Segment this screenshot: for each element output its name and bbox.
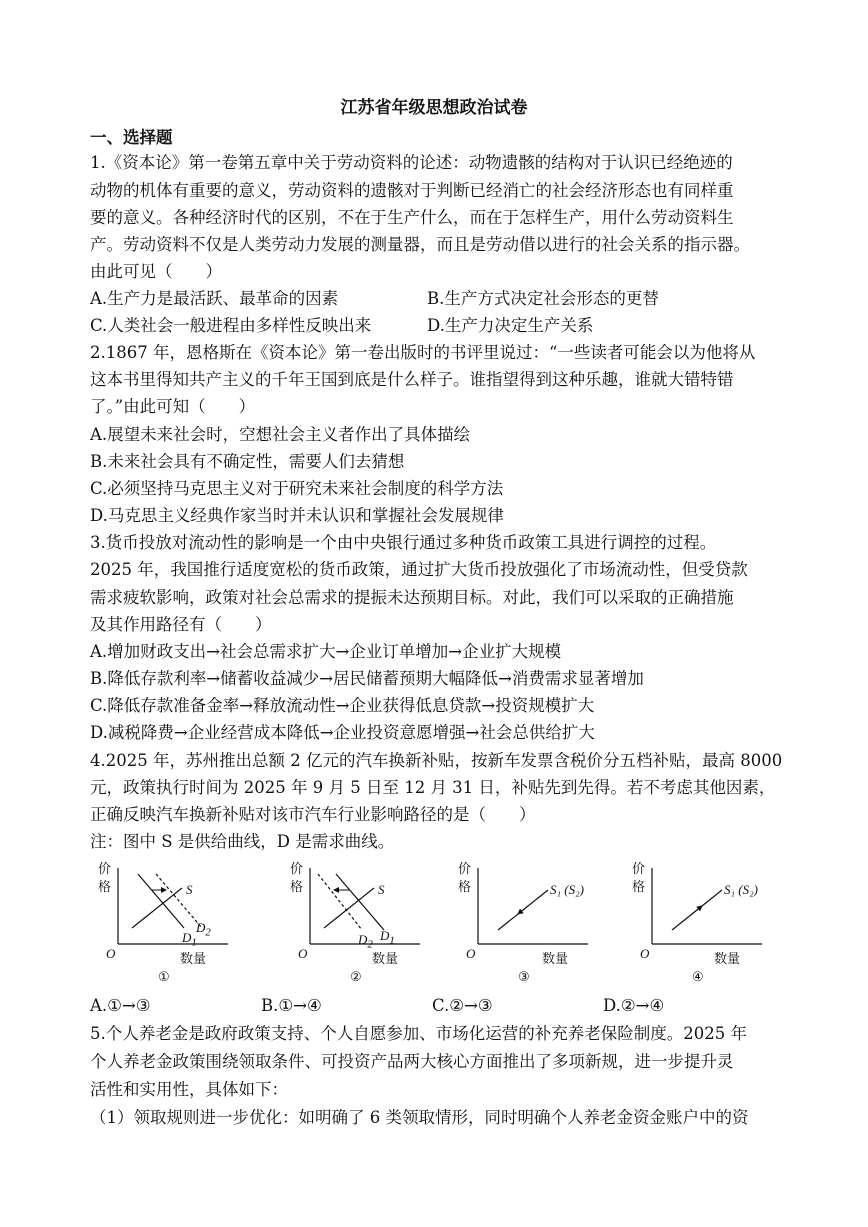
page-title: 江苏省年级思想政治试卷 (340, 98, 528, 118)
origin-label: O (640, 946, 650, 961)
d1-label: $D_1$ (380, 928, 395, 947)
demand-curve-d1 (138, 874, 184, 928)
q4-option-a: A.①→③ (90, 996, 151, 1015)
price-label-bottom: 格 (290, 880, 304, 895)
graph-4 (630, 858, 790, 986)
graph-number: ② (350, 970, 362, 985)
section-heading: 一、选择题 (90, 128, 173, 147)
supply-demand-graphs (90, 858, 780, 986)
q5-line-3: 活性和实用性，具体如下： (90, 1080, 288, 1099)
graph-2-diagram (288, 858, 438, 986)
q1-option-c: C.人类社会一般进程由多样性反映出来 (90, 316, 372, 335)
d2-label: $D_2$ (196, 920, 211, 939)
q3-line-1: 3.货币投放对流动性的影响是一个由中央银行通过多种货币政策工具进行调控的过程。 (90, 533, 717, 552)
q4-option-d: D.②→④ (603, 996, 665, 1015)
graph-1 (96, 858, 256, 986)
price-label-bottom: 格 (458, 880, 472, 895)
supply-curve-s (324, 888, 374, 928)
demand-curve-d2 (318, 874, 362, 930)
q4-option-b: B.①→④ (261, 996, 322, 1015)
supply-label: S (378, 882, 385, 897)
graph-3-diagram (456, 858, 606, 986)
s1-s2-label: S₁ (S₂) (550, 882, 584, 897)
q1-option-a: A.生产力是最活跃、最革命的因素 (90, 289, 339, 308)
q3-option-d: D.减税降费→企业经营成本降低→企业投资意愿增强→社会总供给扩大 (90, 723, 595, 742)
graph-number: ③ (518, 970, 530, 985)
graph-2 (288, 858, 448, 986)
q3-line-2: 2025 年，我国推行适度宽松的货币政策，通过扩大货币投放强化了市场流动性，但受贷款 (90, 560, 748, 579)
s1-s2-label: S₁ (S₂) (724, 882, 758, 897)
q3-line-4: 及其作用路径有（ ） (90, 615, 272, 634)
shift-arrow (692, 906, 702, 914)
q2-option-d: D.马克思主义经典作家当时并未认识和掌握社会发展规律 (90, 506, 504, 525)
quantity-label: 数量 (372, 952, 399, 967)
q4-line-3: 正确反映汽车换新补贴对该市汽车行业影响路径的是（ ） (90, 805, 536, 824)
q1-line-4: 产。劳动资料不仅是人类劳动力发展的测量器，而且是劳动借以进行的社会关系的指示器。 (90, 235, 750, 254)
q2-line-1: 2.1867 年，恩格斯在《资本论》第一卷出版时的书评里说过：“一些读者可能会以为他将从 (90, 343, 756, 362)
quantity-label: 数量 (180, 952, 207, 967)
q3-option-c: C.降低存款准备金率→释放流动性→企业获得低息贷款→投资规模扩大 (90, 696, 595, 715)
graph-3 (456, 858, 616, 986)
q1-line-5: 由此可见（ ） (90, 262, 222, 281)
q4-answer-options (90, 996, 790, 1016)
origin-label: O (466, 946, 476, 961)
graph-1-diagram (96, 858, 246, 986)
origin-label: O (106, 946, 116, 961)
q1-line-2: 动物的机体有重要的意义，劳动资料的遗骸对于判断已经消亡的社会经济形态也有同样重 (90, 181, 734, 200)
q2-line-2: 这本书里得知共产主义的千年王国到底是什么样子。谁指望得到这种乐趣，谁就大错特错 (90, 370, 734, 389)
q2-option-a: A.展望未来社会时，空想社会主义者作出了具体描绘 (90, 425, 471, 444)
price-label-bottom: 格 (98, 880, 112, 895)
q3-line-3: 需求疲软影响，政策对社会总需求的提振未达预期目标。对此，我们可以采取的正确措施 (90, 588, 734, 607)
supply-label: S (186, 882, 193, 897)
quantity-label: 数量 (714, 952, 741, 967)
q2-option-c: C.必须坚持马克思主义对于研究未来社会制度的科学方法 (90, 479, 504, 498)
q4-note: 注：图中 S 是供给曲线，D 是需求曲线。 (90, 832, 395, 851)
price-label-top: 价 (290, 862, 304, 877)
q4-line-1: 4.2025 年，苏州推出总额 2 亿元的汽车换新补贴，按新车发票含税价分五档补贴，最高 8000 (90, 751, 783, 770)
q1-line-1: 1.《资本论》第一卷第五章中关于劳动资料的论述：动物遗骸的结构对于认识已经绝迹的 (90, 153, 733, 172)
q4-line-2: 元，政策执行时间为 2025 年 9 月 5 日至 12 月 31 日，补贴先到先得。若不考虑其他因素， (90, 778, 776, 797)
graph-number: ① (158, 970, 170, 985)
q2-line-3: 了。”由此可知（ ） (90, 397, 256, 416)
origin-label: O (298, 946, 308, 961)
q5-line-4: （1）领取规则进一步优化：如明确了 6 类领取情形，同时明确个人养老金资金账户中的资 (90, 1108, 749, 1127)
graph-number: ④ (692, 970, 704, 985)
price-label-top: 价 (98, 862, 112, 877)
q5-line-1: 5.个人养老金是政府政策支持、个人自愿参加、市场化运营的补充养老保险制度。2025 年 (90, 1024, 747, 1043)
q4-option-c: C.②→③ (432, 996, 493, 1015)
d1-label: $D_1$ (182, 930, 197, 949)
supply-curve-s (132, 888, 182, 928)
shift-arrow (518, 906, 528, 914)
q1-option-b: B.生产方式决定社会形态的更替 (427, 289, 659, 308)
q3-option-b: B.降低存款利率→储蓄收益减少→居民储蓄预期大幅降低→消费需求显著增加 (90, 669, 644, 688)
q1-option-d: D.生产力决定生产关系 (427, 316, 594, 335)
q5-line-2: 个人养老金政策围绕领取条件、可投资产品两大核心方面推出了多项新规，进一步提升灵 (90, 1052, 734, 1071)
price-label-bottom: 格 (632, 880, 646, 895)
graph-4-diagram (630, 858, 780, 986)
quantity-label: 数量 (542, 952, 569, 967)
price-label-top: 价 (632, 862, 646, 877)
demand-curve-d1 (336, 874, 384, 930)
q1-line-3: 要的意义。各种经济时代的区别，不在于生产什么，而在于怎样生产，用什么劳动资料生 (90, 208, 734, 227)
price-label-top: 价 (458, 862, 472, 877)
q3-option-a: A.增加财政支出→社会总需求扩大→企业订单增加→企业扩大规模 (90, 642, 562, 661)
d2-label: $D_2$ (358, 932, 373, 951)
q2-option-b: B.未来社会具有不确定性，需要人们去猜想 (90, 452, 405, 471)
